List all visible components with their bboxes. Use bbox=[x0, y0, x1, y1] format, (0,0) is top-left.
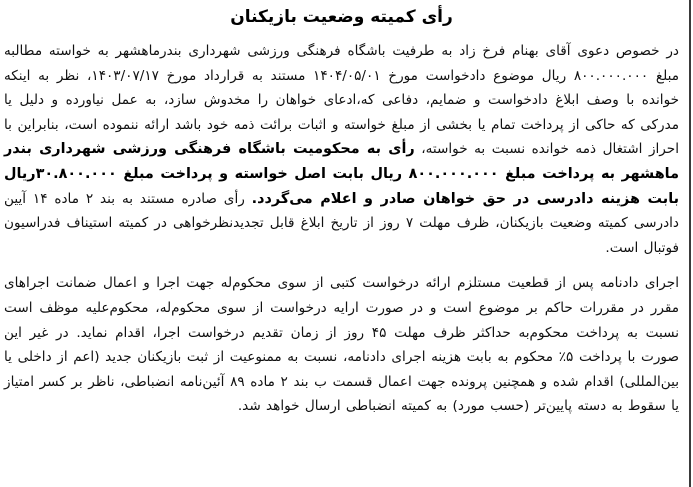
page-edge-border bbox=[689, 0, 691, 487]
document-title: رأی کمیته وضعیت بازیکنان bbox=[230, 7, 453, 27]
ruling-document bbox=[4, 0, 679, 419]
ruling-verdict-bold: رأی به محکومیت باشگاه فرهنگی ورزشی شهرداری بندر ماهشهر به پرداخت مبلغ ۸۰۰.۰۰۰.۰۰۰ ریال بابت اصل خواسته و پرداخت مبلغ ۳۰.۸۰۰.۰۰۰ریال بابت هزینه دادرسی در حق خواهان صادر و اعلام می‌گردد. bbox=[4, 141, 679, 207]
ruling-appeal-notice: رأی صادره مستند به بند ۲ ماده ۱۴ آیین دادرسی کمیته وضعیت بازیکنان، ظرف مهلت ۷ روز از تاریخ ابلاغ قابل تجدیدنظرخواهی در کمیته استیناف فدراسیون فوتبال است. bbox=[4, 190, 679, 256]
execution-paragraph bbox=[4, 271, 679, 419]
ruling-paragraph-1 bbox=[4, 39, 679, 260]
execution-text: اجرای دادنامه پس از قطعیت مستلزم ارائه درخواست کتبی از سوی محکوم‌له جهت اجرا و اعمال ضمانت اجراهای مقرر در مقررات حاکم بر موضوع است و در صورت ارایه درخواست از سوی محکوم‌له، محکوم‌علیه موظف است نسبت به پرداخت محکوم‌به حداکثر ظرف مهلت ۴۵ روز از زمان تقدیم درخواست اجرا، اقدام نماید. در غیر این صورت با پرداخت ۵٪ محکوم به بابت هزینه اجرای دادنامه، نسبت به ممنوعیت از ثبت بازیکنان جدید (اعم از داخلی یا بین‌المللی) اقدام شده و همچنین پرونده جهت اعمال قسمت ب بند ۲ ماده ۸۹ آئین‌نامه انضباطی، ناظر بر کسر امتیاز یا سقوط به دسته پایین‌تر (حسب مورد) به کمیته انضباطی ارسال خواهد شد. bbox=[4, 275, 679, 415]
ruling-text-intro: در خصوص دعوی آقای بهنام فرخ زاد به طرفیت باشگاه فرهنگی ورزشی شهرداری بندرماهشهر به خواسته مطالبه مبلغ ۸۰۰.۰۰۰.۰۰۰ ریال موضوع دادخواست مورخ ۱۴۰۴/۰۵/۰۱ مستند به قرارداد مورخ ۱۴۰۳/۰۷/۱۷، نظر به اینکه خوانده با وصف ابلاغ دادخواست و ضمایم، دفاعی که،ادعای خواهان را مخدوش سازد، به عمل نیاورده و دلیل یا مدرکی که حاکی از پرداخت تمام یا بخشی از مبلغ خواسته و اثبات برائت ذمه خود باشد ارائه ننموده است، بنابراین با احراز اشتغال ذمه خوانده نسبت به خواسته، bbox=[4, 43, 679, 158]
